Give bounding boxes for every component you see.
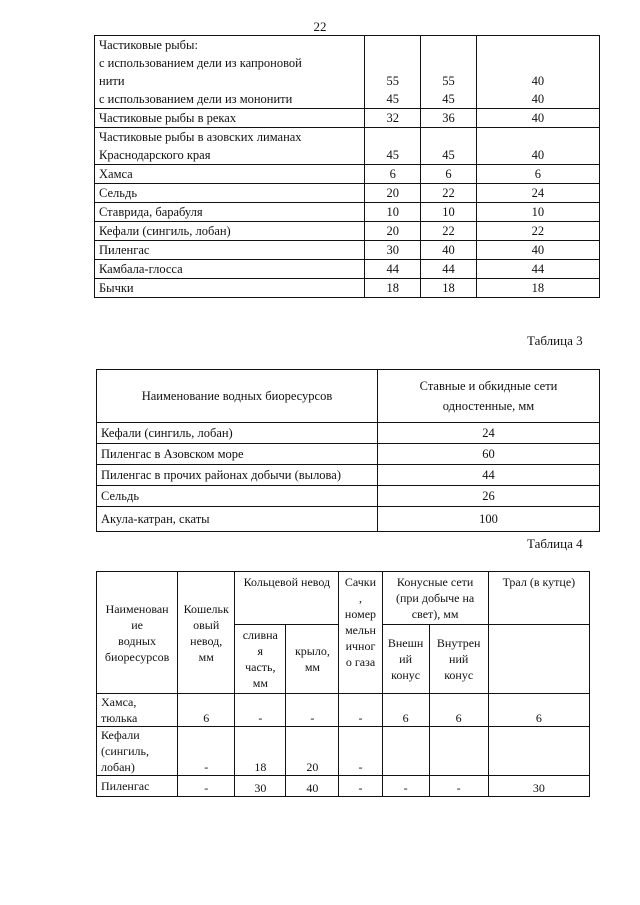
table-3-caption: Таблица 3 [527, 333, 583, 348]
table-row [97, 444, 600, 465]
header-trawl-sub [488, 625, 589, 694]
header-ring-wing [286, 625, 339, 694]
table-cell-value: 6 [429, 694, 488, 727]
table-cell-value: 45 [365, 128, 421, 165]
table-row [97, 486, 600, 507]
cell-line: тюлька [101, 711, 138, 725]
table-cell-name [97, 727, 178, 776]
table-row [95, 203, 600, 222]
table-cell-value [421, 36, 477, 109]
cell-line: Конусные сети [396, 575, 474, 589]
table-cell-name: Камбала-глосса [95, 260, 365, 279]
cell-line: мм [252, 676, 268, 690]
table-cell-value: 40 [476, 128, 599, 165]
cell-line: свет), мм [411, 607, 459, 621]
table-cell-value: 24 [476, 184, 599, 203]
cell-line: Наименован [105, 601, 169, 616]
cell-line: сливна [242, 628, 278, 642]
table-row [97, 423, 600, 444]
table-cell-value: 6 [382, 694, 429, 727]
table-cell-name [97, 694, 178, 727]
cell-line: 45 [442, 92, 455, 106]
table-cell-value: 18 [365, 279, 421, 298]
table-cell-value: 44 [476, 260, 599, 279]
table-cell-value: 30 [488, 776, 589, 797]
header-trawl: Трал (в кутце) [488, 572, 589, 625]
table-cell-value: 44 [421, 260, 477, 279]
table-cell-value: - [178, 776, 235, 797]
table-cell-value: - [429, 776, 488, 797]
cell-line: Сачки [344, 575, 377, 589]
cell-line: Внешн [387, 636, 424, 650]
cell-line: конус [444, 668, 474, 682]
table-row [95, 222, 600, 241]
cell-line: я [257, 644, 264, 658]
cell-line: биоресурсов [104, 649, 170, 664]
cell-line: часть, [245, 660, 276, 674]
table-cell-value: 100 [378, 507, 600, 532]
cell-line: 55 [442, 74, 455, 88]
cell-line: ичног [345, 639, 376, 653]
cell-line: мельн [345, 623, 376, 637]
table-cell-value: 44 [365, 260, 421, 279]
table-cell-value: 6 [365, 165, 421, 184]
cell-line: овый [193, 617, 220, 632]
table-cell-value: 20 [365, 222, 421, 241]
table-row [95, 184, 600, 203]
cell-line: (сингиль, [101, 744, 149, 758]
table-cell-name: Сельдь [97, 486, 378, 507]
cell-line: мм [304, 660, 320, 674]
cell-line: одностенные, мм [442, 399, 535, 413]
table-row [95, 260, 600, 279]
table-cell-value: 6 [476, 165, 599, 184]
header-sachki [339, 572, 382, 694]
table-3 [96, 369, 600, 532]
table-cell-value [488, 727, 589, 776]
cell-line: ний [449, 652, 469, 666]
table-cell-name: Хамса [95, 165, 365, 184]
cell-line: Внутрен [436, 636, 481, 650]
table-cell-value [382, 727, 429, 776]
table-cell-value: 6 [178, 694, 235, 727]
page-number: 22 [313, 19, 327, 34]
table-row [97, 694, 590, 727]
cell-line: невод, [190, 633, 223, 648]
table-header-row [97, 370, 600, 423]
table-row [95, 241, 600, 260]
table-cell-value: 30 [235, 776, 286, 797]
table-cell-value: 20 [365, 184, 421, 203]
table-cell-value: - [339, 694, 382, 727]
cell-line: ий [399, 652, 412, 666]
cell-line: крыло, [294, 644, 330, 658]
table-cell-name: Акула-катран, скаты [97, 507, 378, 532]
cell-line: водных [118, 633, 156, 648]
table-row [97, 776, 590, 797]
table-cell-value: 6 [488, 694, 589, 727]
table-cell-value: 32 [365, 109, 421, 128]
table-cell-value: 18 [235, 727, 286, 776]
table-row [97, 727, 590, 776]
table-cell-value: - [235, 694, 286, 727]
table-cell-name: Сельдь [95, 184, 365, 203]
table-cell-name: Пиленгас в прочих районах добычи (вылова) [97, 465, 378, 486]
cell-line: (при добыче на [396, 591, 475, 605]
table-row [95, 165, 600, 184]
cell-line: конус [391, 668, 421, 682]
header-purse-seine [178, 572, 235, 694]
cell-line: номер [344, 607, 377, 621]
cell-line: 40 [531, 74, 545, 88]
cell-line: нити [99, 74, 125, 88]
table-4 [96, 571, 590, 797]
header-name: Наименование водных биоресурсов [97, 370, 378, 423]
cell-line: мм [198, 649, 214, 664]
table-row [97, 465, 600, 486]
header-ring-seine: Кольцевой невод [235, 572, 339, 625]
cell-line: 45 [386, 92, 399, 106]
cell-line: 55 [386, 74, 399, 88]
cell-line: Ставные и обкидные сети [419, 379, 558, 393]
header-ring-drain [235, 625, 286, 694]
header-cone-outer [382, 625, 429, 694]
cell-line: Частиковые рыбы: [99, 38, 198, 52]
cell-line: Краснодарского края [99, 148, 211, 162]
table-cell-value: 6 [421, 165, 477, 184]
table-cell-value: 40 [476, 241, 599, 260]
table-cell-value [429, 727, 488, 776]
header-value [378, 370, 600, 423]
table-row [97, 507, 600, 532]
table-cell-value: 24 [378, 423, 600, 444]
table-cell-value [476, 36, 599, 109]
table-cell-name: Пиленгас [95, 241, 365, 260]
table-cell-value: 45 [421, 128, 477, 165]
table-row [95, 279, 600, 298]
table-cell-name: Пиленгас [97, 776, 178, 797]
table-cell-value: 60 [378, 444, 600, 465]
table-cell-value: 22 [476, 222, 599, 241]
cell-line: , [358, 591, 362, 605]
cell-line: с использованием дели из мононити [99, 92, 293, 106]
table-cell-value [365, 36, 421, 109]
table-cell-value: 22 [421, 222, 477, 241]
table-cell-value: 30 [365, 241, 421, 260]
table-cell-name [95, 36, 365, 109]
header-cone-inner [429, 625, 488, 694]
table-cell-value: 20 [286, 727, 339, 776]
table-cell-value: 40 [476, 109, 599, 128]
table-row [95, 128, 600, 165]
table-cell-value: 22 [421, 184, 477, 203]
table-mesh-sizes-continued [94, 35, 600, 298]
cell-line: о газа [345, 655, 376, 669]
cell-line: с использованием дели из капроновой [99, 56, 302, 70]
header-name [97, 572, 178, 694]
cell-line: Кошельк [183, 601, 229, 616]
table-cell-name: Бычки [95, 279, 365, 298]
table-cell-name [95, 128, 365, 165]
table-cell-value: - [339, 776, 382, 797]
table-cell-value: - [339, 727, 382, 776]
table-cell-value: 10 [476, 203, 599, 222]
table-cell-name: Ставрида, барабуля [95, 203, 365, 222]
table-cell-name: Кефали (сингиль, лобан) [95, 222, 365, 241]
cell-line: Хамса, [101, 695, 137, 709]
table-cell-name: Частиковые рыбы в реках [95, 109, 365, 128]
table-cell-value: - [286, 694, 339, 727]
table-header-row [97, 572, 590, 625]
table-cell-value: 40 [286, 776, 339, 797]
table-cell-value: - [178, 727, 235, 776]
table-cell-value: 26 [378, 486, 600, 507]
table-cell-value: 18 [476, 279, 599, 298]
cell-line: Кефали [101, 728, 140, 742]
table-cell-name: Пиленгас в Азовском море [97, 444, 378, 465]
table-cell-value: 10 [365, 203, 421, 222]
table-4-caption: Таблица 4 [527, 536, 583, 551]
cell-line: 40 [531, 92, 545, 106]
table-cell-value: 18 [421, 279, 477, 298]
cell-line: Частиковые рыбы в азовских лиманах [99, 130, 302, 144]
table-cell-value: 40 [421, 241, 477, 260]
cell-line: лобан) [101, 760, 135, 774]
table-cell-value: 44 [378, 465, 600, 486]
table-cell-name: Кефали (сингиль, лобан) [97, 423, 378, 444]
table-cell-value: 36 [421, 109, 477, 128]
header-cone-nets [382, 572, 488, 625]
table-cell-value: 10 [421, 203, 477, 222]
cell-line: ие [131, 617, 143, 632]
table-row [95, 109, 600, 128]
table-row [95, 36, 600, 109]
table-cell-value: - [382, 776, 429, 797]
